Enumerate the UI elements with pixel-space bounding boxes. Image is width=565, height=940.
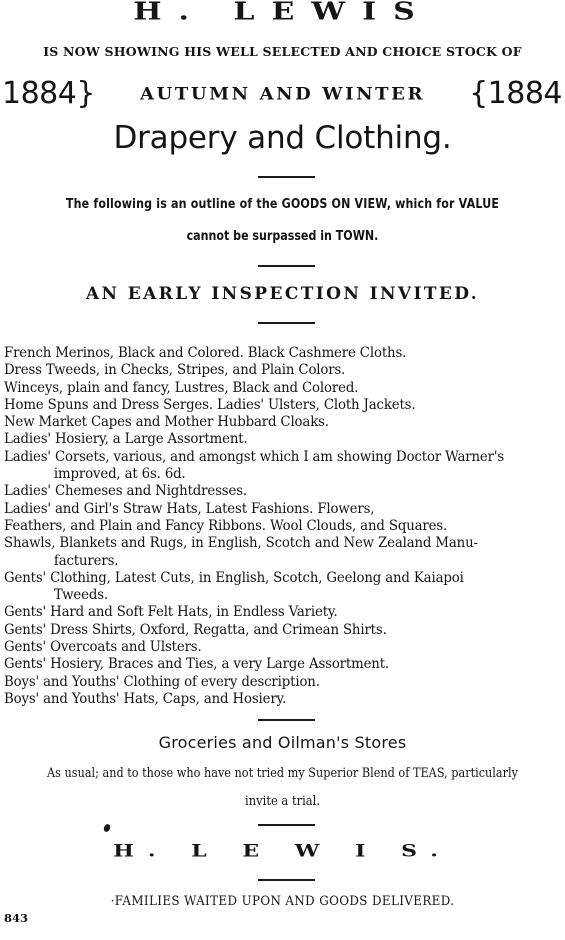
- page-number: 843: [4, 911, 29, 925]
- goods-list-item: Dress Tweeds, in Checks, Stripes, and Plain Colors.: [4, 362, 346, 379]
- bullet-mark: [103, 823, 112, 833]
- goods-list-item: Tweeds.: [53, 587, 109, 604]
- goods-list-item: Feathers, and Plain and Fancy Ribbons. Wool Clouds, and Squares.: [4, 517, 448, 534]
- divider-rule: [258, 879, 315, 881]
- merchant-name-header: H. LEWIS: [133, 0, 432, 26]
- divider-rule: [258, 824, 315, 826]
- goods-list-item: Boys' and Youths' Clothing of every description.: [4, 673, 320, 690]
- goods-list-item: improved, at 6s. 6d.: [53, 466, 186, 483]
- goods-list-item: French Merinos, Black and Colored. Black Cashmere Cloths.: [4, 345, 407, 361]
- goods-list-item: Ladies' Chemeses and Nightdresses.: [4, 483, 247, 500]
- groceries-line-1: As usual; and to those who have not tried my Superior Blend of TEAS, particularly: [47, 766, 518, 781]
- goods-list-item: Ladies' and Girl's Straw Hats, Latest Fashions. Flowers,: [4, 500, 375, 517]
- headline: Drapery and Clothing.: [113, 120, 452, 156]
- announcement-line: IS NOW SHOWING HIS WELL SELECTED AND CHOICE STOCK OF: [43, 44, 522, 59]
- goods-list-item: Shawls, Blankets and Rugs, in English, Scotch and New Zealand Manu-: [4, 535, 478, 552]
- goods-list-item: Gents' Dress Shirts, Oxford, Regatta, and Crimean Shirts.: [4, 621, 387, 638]
- goods-list-item: Gents' Overcoats and Ulsters.: [4, 639, 202, 656]
- goods-list-item: New Market Capes and Mother Hubbard Cloaks.: [4, 414, 329, 431]
- goods-list-item: Gents' Hosiery, Braces and Ties, a very Large Assortment.: [4, 656, 390, 673]
- goods-list-item: Home Spuns and Dress Serges. Ladies' Ulsters, Cloth Jackets.: [4, 396, 416, 413]
- inspection-invitation: AN EARLY INSPECTION INVITED.: [85, 284, 480, 304]
- goods-list-item: Ladies' Hosiery, a Large Assortment.: [4, 431, 248, 448]
- goods-list-item: Winceys, plain and fancy, Lustres, Black and Colored.: [4, 379, 359, 396]
- year-right: {1884: [469, 76, 562, 111]
- divider-rule: [258, 176, 315, 178]
- goods-list-item: Gents' Clothing, Latest Cuts, in English, Scotch, Geelong and Kaiapoi: [4, 569, 464, 586]
- year-left: 1884}: [2, 76, 95, 111]
- goods-list-item: facturers.: [53, 552, 119, 569]
- delivery-notice: ·FAMILIES WAITED UPON AND GOODS DELIVERED.: [110, 894, 455, 909]
- intro-line-2: cannot be surpassed in TOWN.: [186, 228, 379, 244]
- goods-list: [4, 345, 565, 708]
- season-heading: AUTUMN AND WINTER: [139, 84, 426, 105]
- divider-rule: [258, 265, 315, 267]
- groceries-line-2: invite a trial.: [245, 794, 320, 809]
- merchant-name-footer: H. L E W I S.: [113, 840, 452, 862]
- goods-list-item: Boys' and Youths' Hats, Caps, and Hosiery.: [4, 690, 287, 707]
- intro-line-1: The following is an outline of the GOODS ON VIEW, which for VALUE: [65, 196, 500, 212]
- groceries-heading: Groceries and Oilman's Stores: [158, 733, 407, 752]
- goods-list-item: Gents' Hard and Soft Felt Hats, in Endless Variety.: [4, 604, 338, 621]
- divider-rule: [258, 322, 315, 324]
- goods-list-item: Ladies' Corsets, various, and amongst which I am showing Doctor Warner's: [4, 448, 505, 465]
- divider-rule: [258, 719, 315, 721]
